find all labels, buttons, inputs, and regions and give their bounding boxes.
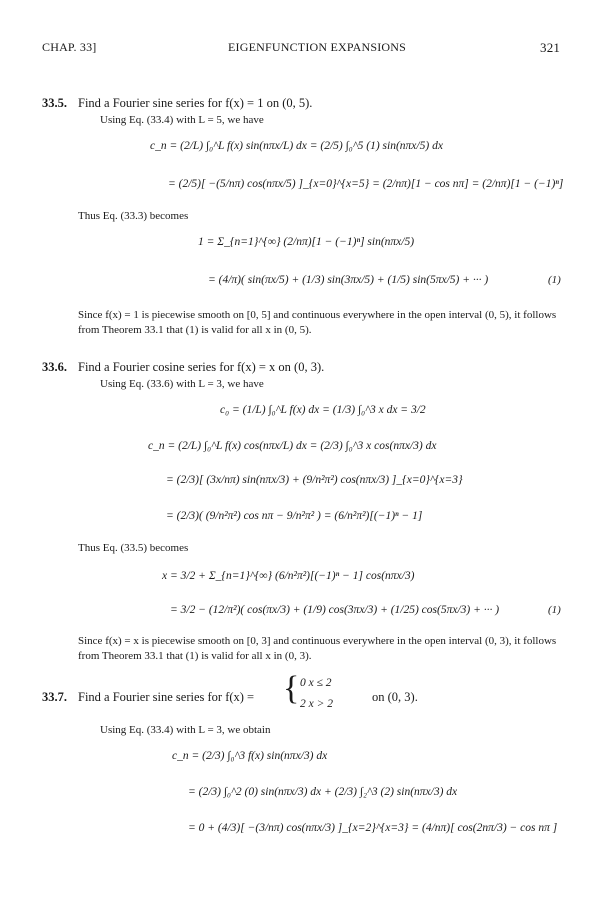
transition-text: Thus Eq. (33.3) becomes [78,210,189,222]
problem-number: 33.5. [42,96,67,110]
equation-line: c₀ = (1/L) ∫₀^L f(x) dx = (1/3) ∫₀^3 x dx = 3/2 [220,404,426,416]
equation-line: = (2/3)( (9/n²π²) cos nπ − 9/n²π² ) = (6/n²π²)[(−1)ⁿ − 1] [166,510,423,522]
problem-statement: Find a Fourier sine series for f(x) = 1 on (0, 5). [78,96,313,110]
piecewise-case: 0 x ≤ 2 [300,677,332,689]
equation-line: = 0 + (4/3)[ −(3/nπ) cos(nπx/3) ]_{x=2}^{x=3} = (4/nπ)[ cos(2nπ/3) − cos nπ ] [188,822,558,834]
equation-line: c_n = (2/L) ∫₀^L f(x) sin(nπx/L) dx = (2/5) ∫₀^5 (1) sin(nπx/5) dx [150,140,443,152]
equation-tag: (1) [548,604,561,616]
conclusion-paragraph: Since f(x) = 1 is piecewise smooth on [0, 5] and continuous everywhere in the open interval (0, 5), it follows from Theorem 33.1 that (1) is valid for all x in (0, 5). [78,309,557,336]
problem-intro: Using Eq. (33.4) with L = 5, we have [100,114,264,126]
equation-line: c_n = (2/3) ∫₀^3 f(x) sin(nπx/3) dx [172,750,328,762]
conclusion-paragraph: Since f(x) = x is piecewise smooth on [0, 3] and continuous everywhere in the open interval (0, 3), it follows from Theorem 33.1 that (1) is valid for all x in (0, 3). [78,635,557,662]
piecewise-brace: { [283,670,300,707]
problem-intro: Using Eq. (33.4) with L = 3, we obtain [100,724,271,736]
equation-line: = (2/3)[ (3x/nπ) sin(nπx/3) + (9/n²π²) cos(nπx/3) ]_{x=0}^{x=3} [166,474,463,486]
problem-number: 33.7. [42,690,67,704]
problem-statement-suffix: on (0, 3). [372,690,418,704]
equation-line: = (2/5)[ −(5/nπ) cos(nπx/5) ]_{x=0}^{x=5} = (2/nπ)[1 − cos nπ] = (2/nπ)[1 − (−1)ⁿ] [168,178,564,190]
transition-text: Thus Eq. (33.5) becomes [78,542,189,554]
problem-intro: Using Eq. (33.6) with L = 3, we have [100,378,264,390]
page-number: 321 [540,40,561,55]
series-line: = (4/π)( sin(πx/5) + (1/3) sin(3πx/5) + (1/5) sin(5πx/5) + ··· ) [208,274,489,286]
equation-line: c_n = (2/L) ∫₀^L f(x) cos(nπx/L) dx = (2/3) ∫₀^3 x cos(nπx/3) dx [148,440,437,452]
problem-statement-prefix: Find a Fourier sine series for f(x) = [78,690,255,704]
problem-number: 33.6. [42,360,67,374]
series-line: x = 3/2 + Σ_{n=1}^{∞} (6/n²π²)[(−1)ⁿ − 1] cos(nπx/3) [162,570,415,582]
equation-tag: (1) [548,274,561,286]
problem-statement: Find a Fourier cosine series for f(x) = x on (0, 3). [78,360,325,374]
running-title: EIGENFUNCTION EXPANSIONS [228,40,407,54]
chapter-label: CHAP. 33] [42,40,97,54]
series-line: 1 = Σ_{n=1}^{∞} (2/nπ)[1 − (−1)ⁿ] sin(nπx/5) [198,236,415,248]
piecewise-case: 2 x > 2 [300,698,333,710]
equation-line: = (2/3) ∫₀^2 (0) sin(nπx/3) dx + (2/3) ∫₂^3 (2) sin(nπx/3) dx [188,786,458,798]
series-line: = 3/2 − (12/π²)( cos(πx/3) + (1/9) cos(3πx/3) + (1/25) cos(5πx/3) + ··· ) [170,604,500,616]
